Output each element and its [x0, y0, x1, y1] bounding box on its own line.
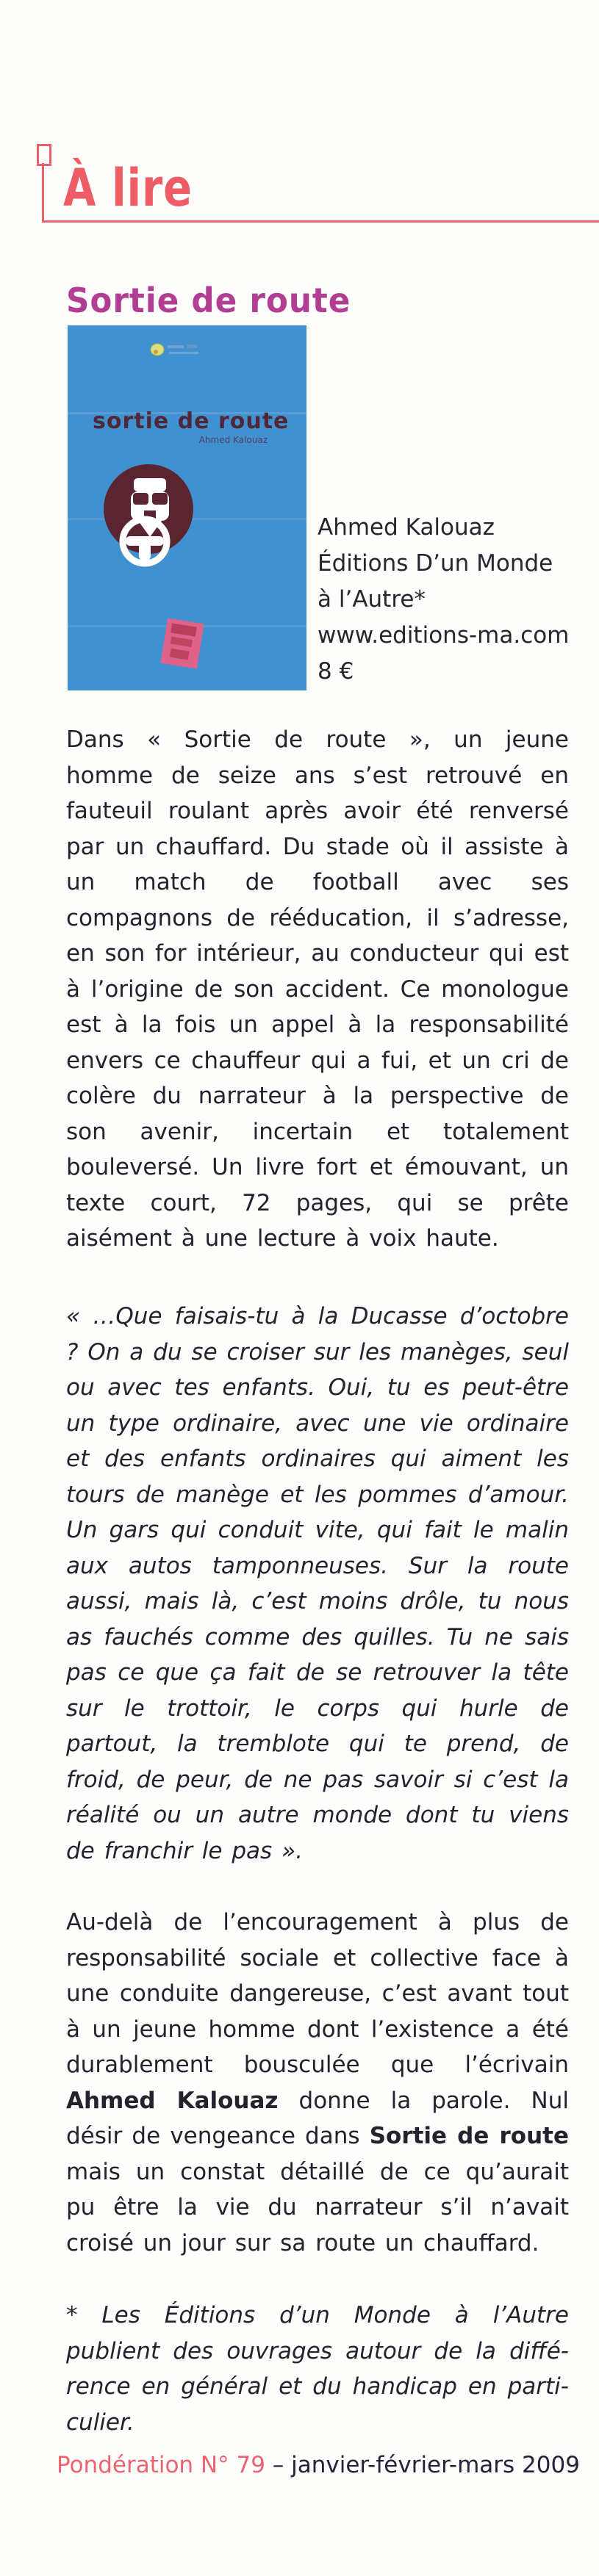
section-rule-vertical [42, 163, 44, 222]
footer-magazine-issue: Pondération N° 79 [57, 2452, 273, 2478]
price-stamp [160, 618, 204, 668]
article-title: Sortie de route [66, 281, 351, 321]
page-footer [57, 2452, 580, 2478]
cover-title: sortie de route [93, 408, 290, 434]
footer-date: – janvier-février-mars 2009 [272, 2452, 580, 2478]
publisher-name-line2: à l’Autre* [318, 586, 426, 613]
review-paragraph-3-text: donne la parole. Nul désir de vengeance dans [66, 2087, 569, 2149]
book-author: Ahmed Kalouaz [318, 514, 495, 541]
book-cover [68, 325, 306, 690]
section-header: À lire [63, 157, 193, 218]
section-marker-square-icon [37, 144, 51, 166]
cover-author: Ahmed Kalouaz [198, 435, 268, 445]
review-author-bold: Ahmed Kalouaz [66, 2087, 279, 2114]
review-paragraph-3 [66, 1905, 569, 2261]
publisher-website: www.editions-ma.com [318, 622, 570, 649]
section-rule-horizontal [42, 220, 599, 223]
review-book-title-bold: Sortie de route [369, 2123, 569, 2149]
review-quote: « …Que faisais-tu à la Ducasse d’octobre ? On a du se croiser sur les manèges, seul ou avec tes enfants. Oui, tu es peut-être un type ordinaire, avec une vie ordinaire et des enfants ordinaires qui aiment les tours de manège et les pommes d’amour. Un gars qui conduit vite, qui fait le malin aux autos tamponneuses. Sur la route aussi, mais là, c’est moins drôle, tu nous as fauchés comme des quilles. Tu ne sais pas ce que ça fait de se retrouver la tête sur le trottoir, le corps qui hurle de partout, la tremblote qui te prend, de froid, de peur, de ne pas savoir si c’est la réalité ou un autre monde dont tu viens de franchir le pas ». [66, 1303, 569, 1864]
publisher-name-line1: Éditions D’un Monde [318, 550, 553, 577]
review-paragraph-3-text: mais un constat détaillé de ce qu’aurait pu être la vie du narrateur s’il n’avait croisé un jour sur sa route un chauffard. [66, 2158, 569, 2256]
review-paragraph-1: Dans « Sortie de route », un jeune homme de seize ans s’est retrouvé en fauteuil roulant après avoir été renversé par un chauffard. Du stade où il assiste à un match de football avec ses compagnons de rééducation, il s’adresse, en son for intérieur, au conducteur qui est à l’origine de son accident. Ce monologue est à la fois un appel à la responsabilité envers ce chauffeur qui a fui, et un cri de colère du narrateur à la perspective de son avenir, incertain et totalement bouleversé. Un livre fort et émouvant, un texte court, 72 pages, qui se prête aisément à une lecture à voix haute. [66, 726, 569, 1252]
book-info [318, 510, 589, 690]
review-footnote: * Les Éditions d’un Monde à l’Autre publient des ouvrages autour de la diffé-rence en général et du handicap en parti-culier. [66, 2302, 569, 2436]
book-price: 8 € [318, 658, 354, 685]
review-paragraph-3-text: Au-delà de l’encouragement à plus de responsabilité sociale et collective face à une conduite dangereuse, c’est avant tout à un jeune homme dont l’existence a été durablement bousculée que l’écrivain [66, 1909, 569, 2078]
